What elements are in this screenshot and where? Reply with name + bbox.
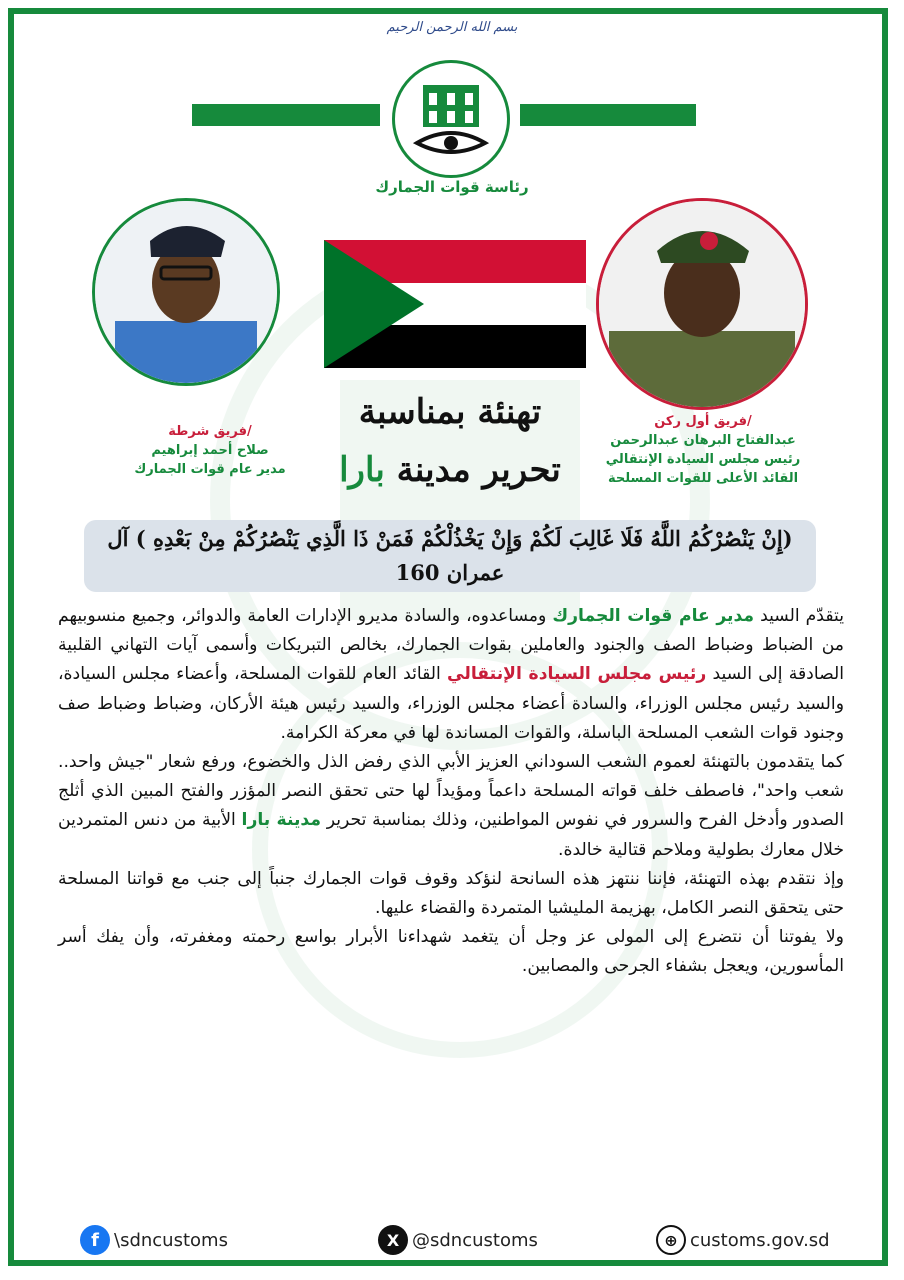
globe-icon: ⊕ bbox=[656, 1225, 686, 1255]
quran-verse: (إِنْ يَنْصُرْكُمُ اللَّهُ فَلَا غَالِبَ لَكُمْ وَإِنْ يَخْذُلْكُمْ فَمَنْ ذَا الَّذِي يَنْصُرُكُمْ مِنْ بَعْدِهِ ) آل عمران 160 bbox=[84, 520, 816, 592]
chairman-title-1: رئيس مجلس السيادة الإنتقالي bbox=[605, 452, 801, 467]
x-icon: X bbox=[378, 1225, 408, 1255]
paragraph-4: ولا يفوتنا أن نتضرع إلى المولى عز وجل أن يتغمد شهداءنا الأبرار بواسع رحمته ومغفرته، وأن يفك أسر المأسورين، ويعجل بشفاء الجرحى والمصابين. bbox=[58, 927, 844, 977]
chairman-title-2: القائد الأعلى للقوات المسلحة bbox=[607, 471, 799, 486]
website-link[interactable] bbox=[656, 1222, 830, 1258]
customs-director-info bbox=[100, 422, 320, 479]
p1-text-a: يتقدّم السيد bbox=[760, 606, 844, 626]
chairman-name: عبدالفتاح البرهان عبدالرحمن bbox=[610, 433, 796, 448]
paragraph-2 bbox=[58, 748, 844, 865]
basmala: بسم الله الرحمن الرحيم bbox=[386, 20, 518, 35]
p2-text-a: كما يتقدمون بالتهنئة لعموم الشعب السوداني العزيز الأبي الذي رفض الذل والخضوع، ورفع شعار "جيش واحد.. شعب واحد"، فاصطف خلف قواته المسلحة داعماً ومؤيداً لها حتى تحقق النصر المؤزر والفتح المبين الذي أثلج الصدور وأدخل الفرح والسرور في نفوس المواطنين، وذلك بمناسبة تحرير bbox=[58, 752, 844, 831]
portrait-customs-director bbox=[92, 198, 280, 386]
chairman-info bbox=[590, 412, 816, 488]
header-bar-right bbox=[520, 104, 696, 126]
customs-director-title: مدير عام قوات الجمارك bbox=[134, 462, 286, 477]
portrait-sovereign-council-chairman bbox=[596, 198, 808, 410]
headline-line-2-prefix: تحرير مدينة bbox=[396, 450, 561, 490]
p2-highlight-city: مدينة بارا bbox=[241, 810, 321, 831]
facebook-link[interactable] bbox=[80, 1222, 228, 1258]
p1-highlight-director: مدير عام قوات الجمارك bbox=[552, 606, 755, 626]
paragraph-3: وإذ نتقدم بهذه التهنئة، فإننا ننتهز هذه السانحة لنؤكد وقوف قوات الجمارك جنباً إلى جنب مع قواتنا المسلحة حتى يتحقق النصر الكامل، بهزيمة المليشيا المتمردة والقضاء عليها. bbox=[58, 868, 844, 919]
header-bar-left bbox=[192, 104, 380, 126]
org-name: رئاسة قوات الجمارك bbox=[375, 178, 529, 196]
p1-highlight-chairman: رئيس مجلس السيادة الإنتقالي bbox=[447, 664, 707, 685]
facebook-icon: f bbox=[80, 1225, 110, 1255]
customs-logo bbox=[392, 60, 510, 178]
paragraph-1 bbox=[58, 602, 844, 748]
website-url: customs.gov.sd bbox=[690, 1229, 830, 1251]
chairman-rank: فريق أول ركن/ bbox=[654, 414, 752, 429]
customs-director-name: صلاح أحمد إبراهيم bbox=[151, 443, 269, 458]
p1-text-c: القائد العام للقوات المسلحة، وأعضاء مجلس السيادة، والسيد رئيس مجلس الوزراء، والسادة أعضاء مجلس الوزراء، والسيد رئيس هيئة الأركان، وضباط وضباط صف وجنود قوات الشعب المسلحة الباسلة، والقوات المساندة لها في معركة الكرامة. bbox=[58, 664, 844, 743]
x-handle: @sdncustoms bbox=[412, 1229, 538, 1251]
facebook-handle: \sdncustoms bbox=[114, 1229, 228, 1251]
message-body bbox=[58, 602, 844, 982]
x-link[interactable] bbox=[378, 1222, 538, 1258]
customs-director-rank: فريق شرطة/ bbox=[168, 424, 252, 439]
sudan-flag bbox=[324, 240, 586, 368]
headline-line-2 bbox=[300, 450, 600, 490]
headline-city: بارا bbox=[339, 450, 385, 490]
headline-line-1: تهنئة بمناسبة bbox=[358, 392, 542, 432]
p1-text-b: ومساعدوه، والسادة مديرو الإدارات العامة والدوائر، وجميع منسوبيهم من الضباط وضباط الصف والجنود والعاملين بقوات الجمارك، بخالص التبريكات وأسمى آيات التهاني القلبية الصادقة إلى السيد bbox=[58, 606, 844, 685]
p2-text-b: الأبية من دنس المتمردين خلال معارك بطولية وملاحم قتالية خالدة. bbox=[58, 810, 844, 860]
